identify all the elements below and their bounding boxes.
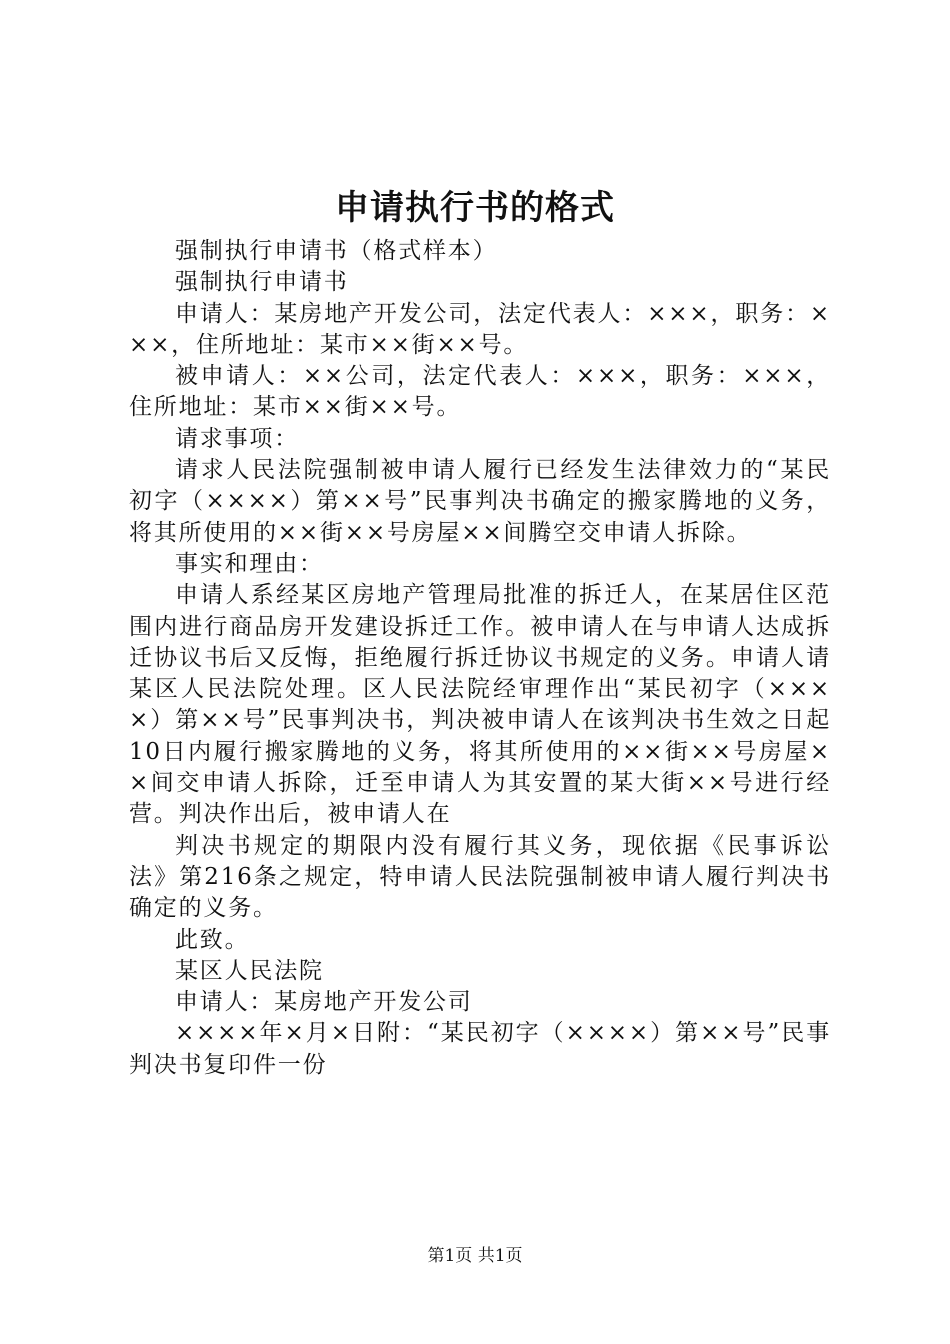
paragraph-salutation: 此致。 (175, 926, 250, 953)
paragraph-facts: 申请人系经某区房地产管理局批准的拆迁人，在某居住区范围内进行商品房开发建设拆迁工作。被申请人在与申请人达成拆迁协议书后又反悔，拒绝履行拆迁协议书规定的义务。申请人请某区人民法院处理。区人民法院经审理作出“某民初字（××××）第××号”民事判决书，判决被申请人在该判决书生效之日起10日内履行搬家腾地的义务，将其所使用的××街××号房屋××间交申请人拆除，迁至申请人为其安置的某大街××号进行经营。判决作出后，被申请人在 (129, 582, 831, 828)
paragraph-request-heading: 请求事项： (175, 425, 299, 452)
paragraph-respondent: 被申请人：××公司，法定代表人：×××，职务：×××，住所地址：某市××街××号。 (129, 363, 831, 421)
paragraph-court: 某区人民法院 (175, 957, 324, 984)
paragraph-facts-heading: 事实和理由： (175, 550, 324, 577)
page-footer: 第1页 共1页 (427, 1246, 523, 1266)
paragraph-request: 请求人民法院强制被申请人履行已经发生法律效力的“某民初字（××××）第××号”民事判决书确定的搬家腾地的义务，将其所使用的××街××号房屋××间腾空交申请人拆除。 (129, 457, 831, 546)
paragraph-applicant: 申请人：某房地产开发公司，法定代表人：×××，职务：×××，住所地址：某市××街××号。 (129, 300, 831, 358)
paragraph-heading-sample: 强制执行申请书（格式样本） (175, 238, 498, 264)
paragraph-basis: 判决书规定的期限内没有履行其义务，现依据《民事诉讼法》第216条之规定，特申请人民法院强制被申请人履行判决书确定的义务。 (129, 832, 831, 922)
paragraph-signature: 申请人：某房地产开发公司 (175, 989, 473, 1016)
document-body (129, 236, 831, 1081)
document-title: 申请执行书的格式 (335, 188, 615, 228)
paragraph-date-attachment: ××××年×月×日附：“某民初字（××××）第××号”民事判决书复印件一份 (129, 1020, 831, 1078)
paragraph-heading: 强制执行申请书 (175, 269, 349, 296)
